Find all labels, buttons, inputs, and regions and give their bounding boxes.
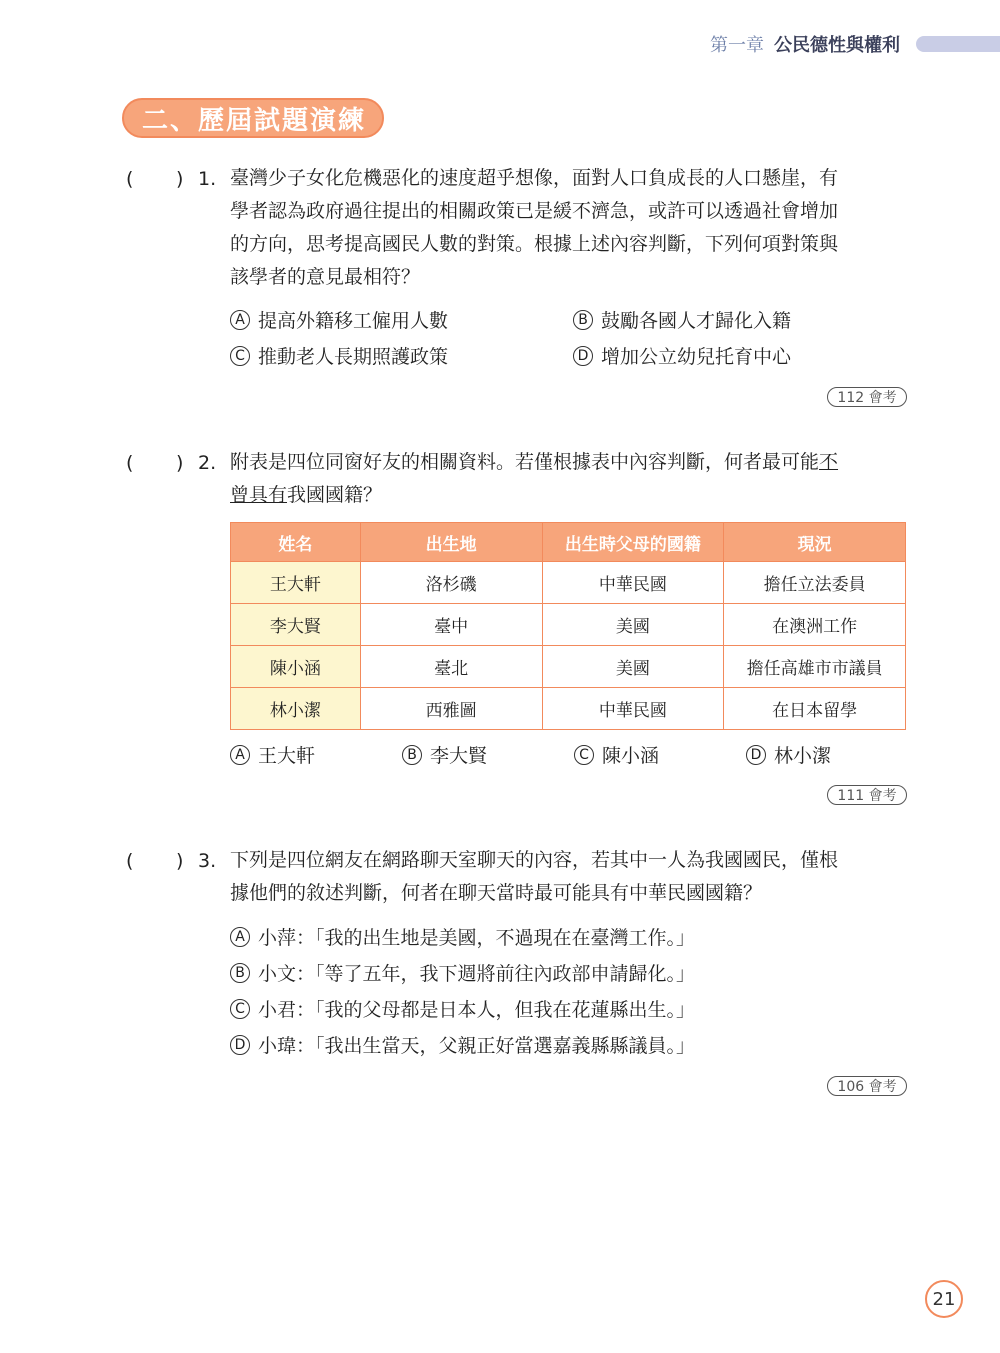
option-text: 王大軒 [258, 745, 316, 767]
underlined-text: 不 [819, 451, 839, 473]
option-a[interactable] [230, 741, 315, 768]
option-d[interactable] [746, 741, 831, 768]
chapter-header [710, 28, 1000, 60]
table-cell: 美國 [542, 646, 724, 688]
question-line [230, 479, 908, 512]
table-cell: 在日本留學 [724, 688, 906, 730]
answer-paren-close: ) [176, 850, 184, 872]
table-row [231, 646, 906, 688]
table-row [231, 562, 906, 604]
option-letter: C [574, 745, 594, 765]
chapter-title: 公民德性與權利 [774, 35, 900, 56]
table-cell: 中華民國 [542, 562, 724, 604]
option-text: 提高外籍移工僱用人數 [258, 310, 449, 332]
chapter-number: 第一章 [710, 35, 764, 56]
table-cell: 西雅圖 [360, 688, 542, 730]
table-header-row [231, 523, 906, 562]
question-text [230, 446, 908, 512]
option-a[interactable] [230, 923, 695, 950]
option-letter: D [746, 745, 766, 765]
table-cell: 王大軒 [231, 562, 361, 604]
table-cell: 擔任立法委員 [724, 562, 906, 604]
option-d[interactable] [230, 1031, 695, 1058]
question-line: 該學者的意見最相符？ [230, 266, 421, 288]
option-b[interactable] [573, 306, 791, 333]
question-number: 3. [198, 850, 217, 872]
option-text: 小瑋：「我出生當天，父親正好當選嘉義縣縣議員。」 [258, 1035, 696, 1057]
question-line: 下列是四位網友在網路聊天室聊天的內容，若其中一人為我國國民，僅根 [230, 849, 839, 871]
option-letter: B [573, 310, 593, 330]
option-text: 鼓勵各國人才歸化入籍 [601, 310, 792, 332]
table-cell: 擔任高雄市市議員 [724, 646, 906, 688]
answer-paren-open: ( [126, 168, 134, 190]
answer-paren-close: ) [176, 168, 184, 190]
option-letter: D [230, 1035, 250, 1055]
option-letter: D [573, 346, 593, 366]
option-text: 增加公立幼兒托育中心 [601, 346, 792, 368]
table-cell: 陳小涵 [231, 646, 361, 688]
header-decoration-bar [916, 36, 1000, 52]
exam-source-tag: 112 會考 [827, 387, 907, 407]
option-a[interactable] [230, 306, 448, 333]
answer-paren-open: ( [126, 452, 134, 474]
table-cell: 李大賢 [231, 604, 361, 646]
question-text-segment: 我國國籍？ [287, 484, 383, 506]
option-text: 李大賢 [430, 745, 488, 767]
option-letter: A [230, 310, 250, 330]
question-text [230, 162, 908, 294]
option-c[interactable] [574, 741, 659, 768]
table-cell: 在澳洲工作 [724, 604, 906, 646]
underlined-text: 曾具有 [230, 484, 288, 506]
table-cell: 臺北 [360, 646, 542, 688]
table-cell: 美國 [542, 604, 724, 646]
answer-paren-close: ) [176, 452, 184, 474]
question-line: 臺灣少子女化危機惡化的速度超乎想像，面對人口負成長的人口懸崖，有 [230, 167, 839, 189]
friends-info-table [230, 522, 906, 730]
option-c[interactable] [230, 995, 695, 1022]
page-number: 21 [925, 1280, 963, 1318]
table-cell: 林小潔 [231, 688, 361, 730]
option-text: 小文：「等了五年，我下週將前往內政部申請歸化。」 [258, 963, 696, 985]
exam-source-tag: 106 會考 [827, 1076, 907, 1096]
question-line: 的方向，思考提高國民人數的對策。根據上述內容判斷，下列何項對策與 [230, 233, 839, 255]
option-b[interactable] [230, 959, 695, 986]
option-text: 陳小涵 [602, 745, 660, 767]
column-header: 出生時父母的國籍 [542, 523, 724, 562]
option-c[interactable] [230, 342, 448, 369]
table-cell: 洛杉磯 [360, 562, 542, 604]
option-b[interactable] [402, 741, 487, 768]
option-text: 小萍：「我的出生地是美國，不過現在在臺灣工作。」 [258, 927, 696, 949]
option-letter: A [230, 927, 250, 947]
table-cell: 中華民國 [542, 688, 724, 730]
question-number: 1. [198, 168, 217, 190]
answer-paren-open: ( [126, 850, 134, 872]
option-letter: B [402, 745, 422, 765]
option-letter: C [230, 346, 250, 366]
option-text: 推動老人長期照護政策 [258, 346, 449, 368]
column-header: 姓名 [231, 523, 361, 562]
question-text-segment: 附表是四位同窗好友的相關資料。若僅根據表中內容判斷，何者最可能 [230, 451, 820, 473]
question-line: 學者認為政府過往提出的相關政策已是緩不濟急，或許可以透過社會增加 [230, 200, 839, 222]
question-line [230, 446, 908, 479]
question-text [230, 844, 908, 910]
option-letter: A [230, 745, 250, 765]
exam-source-tag: 111 會考 [827, 785, 907, 805]
table-row [231, 688, 906, 730]
option-d[interactable] [573, 342, 791, 369]
option-text: 小君：「我的父母都是日本人，但我在花蓮縣出生。」 [258, 999, 696, 1021]
question-number: 2. [198, 452, 217, 474]
option-text: 林小潔 [774, 745, 832, 767]
table-cell: 臺中 [360, 604, 542, 646]
question-line: 據他們的敘述判斷，何者在聊天當時最可能具有中華民國國籍？ [230, 882, 763, 904]
section-title: 二、歷屆試題演練 [122, 98, 384, 138]
option-letter: C [230, 999, 250, 1019]
table-row [231, 604, 906, 646]
column-header: 現況 [724, 523, 906, 562]
option-letter: B [230, 963, 250, 983]
column-header: 出生地 [360, 523, 542, 562]
